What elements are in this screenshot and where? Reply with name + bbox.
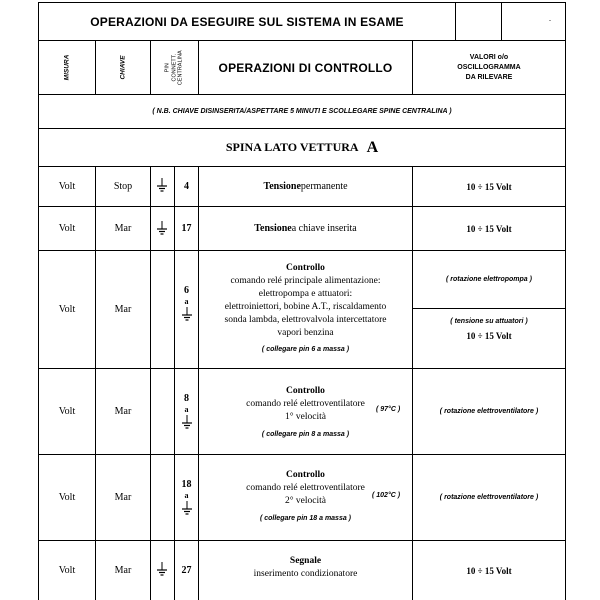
row5-temp: ( 102°C ) <box>372 492 401 499</box>
row5-pin: 18 a <box>175 479 198 520</box>
ground-icon <box>182 307 192 321</box>
ground-icon <box>157 178 167 192</box>
corner-mark: . <box>549 14 551 23</box>
ground-icon <box>182 501 192 515</box>
section-letter: A <box>366 138 379 156</box>
col-header-misura: MISURA <box>63 54 71 81</box>
row2-valore: 10 ÷ 15 Volt <box>466 223 512 234</box>
ground-icon <box>157 562 167 576</box>
row4-temp: ( 97°C ) <box>376 406 401 413</box>
row1-operazione: Tensione permanente <box>263 181 348 192</box>
row4-pin: 8 a <box>175 393 198 434</box>
row4-misura: Volt <box>58 406 76 417</box>
row4-operazione: Controllo comando relé elettroventilatore 1° velocità ( collegare pin 8 a massa ) <box>246 386 365 438</box>
section-label: SPINA LATO VETTURA <box>225 140 359 154</box>
ground-icon <box>157 221 167 235</box>
page-title: OPERAZIONI DA ESEGUIRE SUL SISTEMA IN ESAME <box>90 14 404 29</box>
ground-icon <box>182 415 192 429</box>
col-header-operazioni: OPERAZIONI DI CONTROLLO <box>218 60 393 75</box>
row6-operazione: Segnale inserimento condizionatore <box>253 556 358 579</box>
note-text: ( N.B. CHIAVE DISINSERITA/ASPETTARE 5 MINUTI E SCOLLEGARE SPINE CENTRALINA ) <box>152 108 452 115</box>
row1-misura: Volt <box>58 181 76 192</box>
col-header-valori: VALORI o/o OSCILLOGRAMMA DA RILEVARE <box>457 53 521 81</box>
row5-valore: ( rotazione elettroventilatore ) <box>439 494 539 501</box>
row6-pin: 27 <box>181 565 192 576</box>
row2-operazione: Tensione a chiave inserita <box>254 223 357 234</box>
col-header-pin: PIN CONNETT. CENTRALINA <box>164 50 184 85</box>
section-heading <box>39 129 565 166</box>
row5-misura: Volt <box>58 492 76 503</box>
row4-valore: ( rotazione elettroventilatore ) <box>439 408 539 415</box>
row5-operazione: Controllo comando relé elettroventilatore 2° velocità ( collegare pin 18 a massa ) <box>246 470 365 522</box>
row6-misura: Volt <box>58 565 76 576</box>
row3-valore-bottom: ( tensione su attuatori ) 10 ÷ 15 Volt <box>450 318 528 341</box>
row3-operazione: Controllo comando relé principale alimentazione: elettropompa e attuatori: elettroiniettori, bobine A.T., riscaldamento sonda lambda, elettrovalvola intercettatore vapori benzina ( collegare pin 6 a massa ) <box>224 263 387 353</box>
row4-chiave: Mar <box>114 406 132 417</box>
row1-chiave: Stop <box>113 181 133 192</box>
row3-chiave: Mar <box>114 304 132 315</box>
row6-valore: 10 ÷ 15 Volt <box>466 565 512 576</box>
row1-pin: 4 <box>184 181 189 192</box>
row1-valore: 10 ÷ 15 Volt <box>466 181 512 192</box>
row5-chiave: Mar <box>114 492 132 503</box>
row2-chiave: Mar <box>114 223 132 234</box>
row2-misura: Volt <box>58 223 76 234</box>
row6-chiave: Mar <box>114 565 132 576</box>
row3-misura: Volt <box>58 304 76 315</box>
col-header-chiave: CHIAVE <box>119 55 127 80</box>
row3-pin: 6 a <box>175 285 198 326</box>
row3-valore-top: ( rotazione elettropompa ) <box>446 276 532 283</box>
row2-pin: 17 <box>181 223 192 234</box>
